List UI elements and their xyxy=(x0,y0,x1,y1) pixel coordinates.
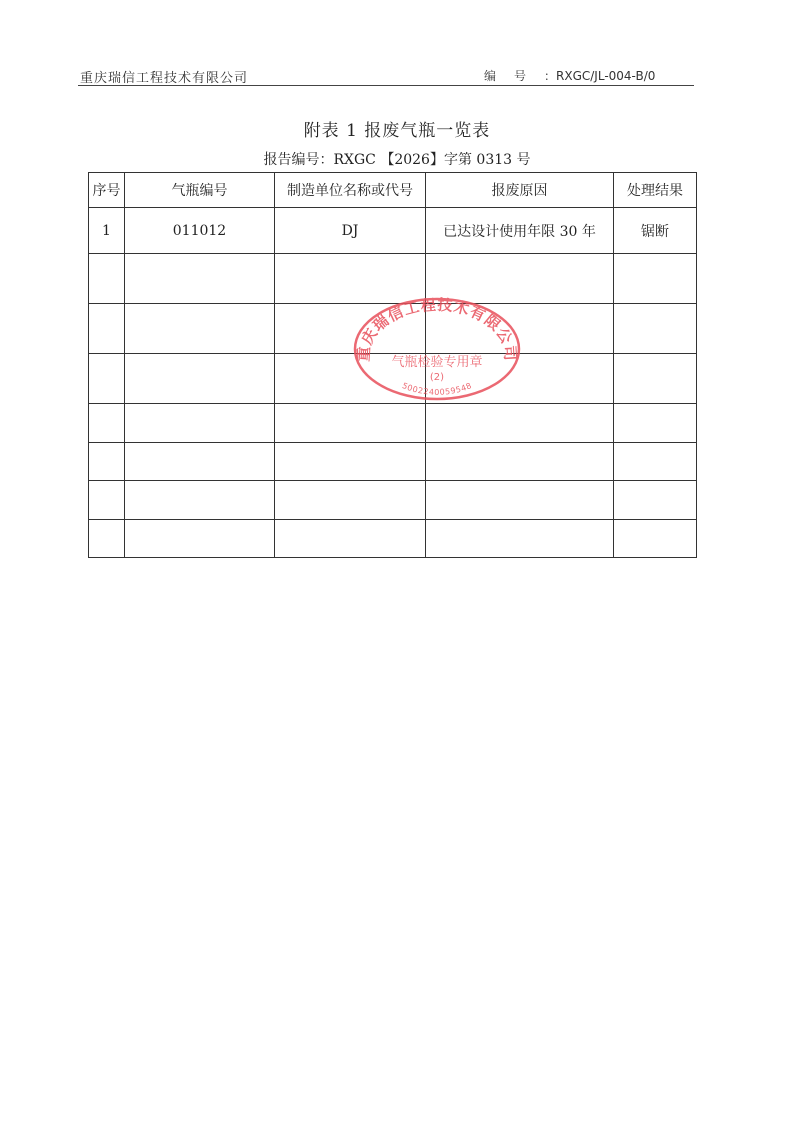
cell-reason xyxy=(426,354,614,404)
cell-manufacturer xyxy=(275,304,426,354)
table-row xyxy=(89,443,697,481)
header-code-value: RXGC/JL-004-B/0 xyxy=(556,69,656,83)
cell-cylinder-no xyxy=(125,404,275,443)
cell-reason: 已达设计使用年限 30 年 xyxy=(426,208,614,254)
column-header-reason: 报废原因 xyxy=(426,173,614,208)
cell-manufacturer xyxy=(275,443,426,481)
seal-purpose-text: 气瓶检验专用章 xyxy=(391,355,483,370)
header-divider xyxy=(78,85,694,86)
cell-cylinder-no: 011012 xyxy=(125,208,275,254)
cell-reason xyxy=(426,520,614,558)
column-header-seq: 序号 xyxy=(89,173,125,208)
cell-seq xyxy=(89,354,125,404)
cell-cylinder-no xyxy=(125,304,275,354)
cell-result xyxy=(614,254,697,304)
cell-seq: 1 xyxy=(89,208,125,254)
report-number: 报告编号：RXGC 【2026】字第 0313 号 xyxy=(263,152,531,168)
cell-result xyxy=(614,481,697,520)
cell-seq xyxy=(89,443,125,481)
table-row xyxy=(89,481,697,520)
cell-result xyxy=(614,354,697,404)
cell-cylinder-no xyxy=(125,481,275,520)
scrapped-cylinder-table xyxy=(88,172,697,558)
cell-cylinder-no xyxy=(125,520,275,558)
header-code-colon: ： xyxy=(544,69,557,83)
table-row xyxy=(89,404,697,443)
table-row xyxy=(89,208,697,254)
cell-manufacturer xyxy=(275,520,426,558)
cell-reason xyxy=(426,443,614,481)
cell-manufacturer xyxy=(275,254,426,304)
table-row xyxy=(89,304,697,354)
cell-result xyxy=(614,443,697,481)
cell-manufacturer xyxy=(275,354,426,404)
cell-reason xyxy=(426,404,614,443)
header-company-name: 重庆瑞信工程技术有限公司 xyxy=(80,71,249,86)
cell-cylinder-no xyxy=(125,254,275,304)
cell-result xyxy=(614,304,697,354)
cell-seq xyxy=(89,304,125,354)
cell-reason xyxy=(426,481,614,520)
seal-code-text: 5002240059548 xyxy=(400,381,474,397)
table-header-row xyxy=(89,173,697,208)
cell-cylinder-no xyxy=(125,443,275,481)
table-row xyxy=(89,354,697,404)
cell-result xyxy=(614,520,697,558)
cell-seq xyxy=(89,254,125,304)
cell-manufacturer xyxy=(275,481,426,520)
cell-result: 锯断 xyxy=(614,208,697,254)
seal-number-text: (2) xyxy=(429,372,445,383)
document-title: 附表 1 报废气瓶一览表 xyxy=(303,121,491,141)
seal-company-text: 重庆瑞信工程技术有限公司 xyxy=(354,296,520,363)
cell-cylinder-no xyxy=(125,354,275,404)
column-header-result: 处理结果 xyxy=(614,173,697,208)
header-code-label: 编号 xyxy=(484,69,545,83)
cell-manufacturer: DJ xyxy=(275,208,426,254)
cell-manufacturer xyxy=(275,404,426,443)
column-header-cylinder-no: 气瓶编号 xyxy=(125,173,275,208)
table-row xyxy=(89,520,697,558)
header-document-code xyxy=(484,67,655,84)
cell-reason xyxy=(426,254,614,304)
cell-seq xyxy=(89,520,125,558)
cell-seq xyxy=(89,404,125,443)
cell-result xyxy=(614,404,697,443)
cell-reason xyxy=(426,304,614,354)
table-row xyxy=(89,254,697,304)
column-header-manufacturer: 制造单位名称或代号 xyxy=(275,173,426,208)
cell-seq xyxy=(89,481,125,520)
